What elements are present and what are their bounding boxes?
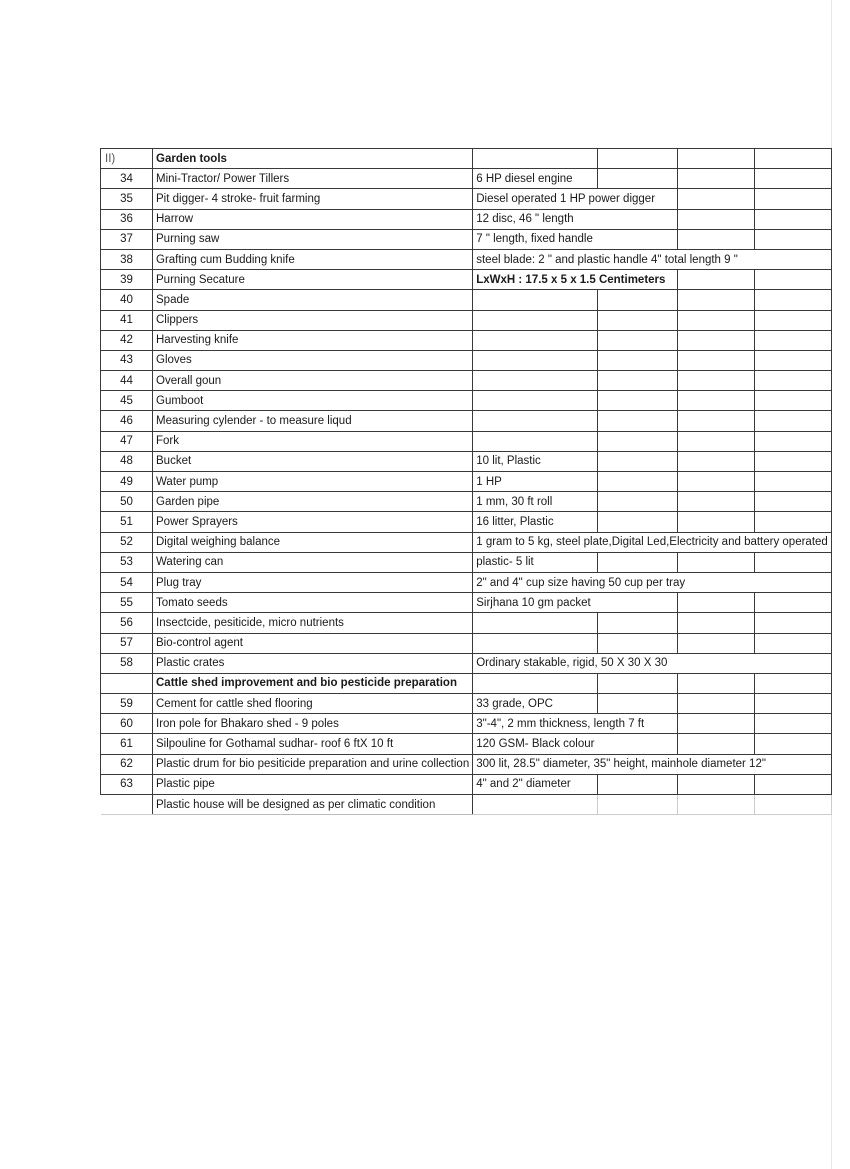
section-title: Cattle shed improvement and bio pesticide preparation bbox=[153, 673, 473, 693]
item-name: Purning Secature bbox=[153, 270, 473, 290]
item-specification: Diesel operated 1 HP power digger bbox=[473, 189, 677, 209]
row-number: 47 bbox=[101, 431, 153, 451]
table-row bbox=[101, 512, 832, 532]
row-number: 42 bbox=[101, 330, 153, 350]
row-number: 49 bbox=[101, 472, 153, 492]
row-number: 51 bbox=[101, 512, 153, 532]
item-specification bbox=[473, 371, 598, 391]
item-specification bbox=[473, 330, 598, 350]
row-number: 45 bbox=[101, 391, 153, 411]
item-specification bbox=[473, 633, 598, 653]
item-name: Plastic drum for bio pesiticide preparation and urine collection bbox=[153, 754, 473, 774]
item-name: Bucket bbox=[153, 451, 473, 471]
row-number: 36 bbox=[101, 209, 153, 229]
table-row bbox=[101, 249, 832, 269]
item-name: Gloves bbox=[153, 350, 473, 370]
item-specification bbox=[473, 391, 598, 411]
item-name: Purning saw bbox=[153, 229, 473, 249]
table-row bbox=[101, 613, 832, 633]
item-specification bbox=[473, 310, 598, 330]
table-row bbox=[101, 350, 832, 370]
table-row bbox=[101, 371, 832, 391]
row-number: 48 bbox=[101, 451, 153, 471]
table-row bbox=[101, 209, 832, 229]
item-specification: 33 grade, OPC bbox=[473, 694, 598, 714]
item-name: Iron pole for Bhakaro shed - 9 poles bbox=[153, 714, 473, 734]
row-number: 38 bbox=[101, 249, 153, 269]
row-number: 40 bbox=[101, 290, 153, 310]
table-row bbox=[101, 472, 832, 492]
row-number: 61 bbox=[101, 734, 153, 754]
item-name: Gumboot bbox=[153, 391, 473, 411]
section-header-cattle-shed bbox=[101, 673, 832, 693]
table-row bbox=[101, 734, 832, 754]
row-number: 54 bbox=[101, 572, 153, 592]
row-number: 34 bbox=[101, 169, 153, 189]
item-specification bbox=[473, 613, 598, 633]
item-specification: 6 HP diesel engine bbox=[473, 169, 598, 189]
row-number: 50 bbox=[101, 492, 153, 512]
section-label: II) bbox=[101, 149, 153, 169]
table-row bbox=[101, 774, 832, 794]
table-row bbox=[101, 593, 832, 613]
item-name: Digital weighing balance bbox=[153, 532, 473, 552]
table-row bbox=[101, 552, 832, 572]
item-name: Tomato seeds bbox=[153, 593, 473, 613]
table-row bbox=[101, 714, 832, 734]
note-text: Plastic house will be designed as per climatic condition bbox=[153, 795, 473, 815]
item-specification: 120 GSM- Black colour bbox=[473, 734, 677, 754]
item-specification: 16 litter, Plastic bbox=[473, 512, 598, 532]
item-name: Pit digger- 4 stroke- fruit farming bbox=[153, 189, 473, 209]
table-row bbox=[101, 572, 832, 592]
table-row bbox=[101, 492, 832, 512]
item-name: Insectcide, pesiticide, micro nutrients bbox=[153, 613, 473, 633]
row-number: 53 bbox=[101, 552, 153, 572]
item-name: Bio-control agent bbox=[153, 633, 473, 653]
row-number: 56 bbox=[101, 613, 153, 633]
item-name: Power Sprayers bbox=[153, 512, 473, 532]
item-specification: 10 lit, Plastic bbox=[473, 451, 598, 471]
table-row bbox=[101, 653, 832, 673]
garden-tools-table bbox=[100, 148, 832, 815]
item-name: Plug tray bbox=[153, 572, 473, 592]
table-row bbox=[101, 310, 832, 330]
row-number: 60 bbox=[101, 714, 153, 734]
item-specification bbox=[473, 350, 598, 370]
table-row bbox=[101, 169, 832, 189]
item-name: Silpouline for Gothamal sudhar- roof 6 ftX 10 ft bbox=[153, 734, 473, 754]
item-name: Cement for cattle shed flooring bbox=[153, 694, 473, 714]
row-number: 57 bbox=[101, 633, 153, 653]
item-specification bbox=[473, 290, 598, 310]
table-row bbox=[101, 270, 832, 290]
row-number: 39 bbox=[101, 270, 153, 290]
table-row bbox=[101, 694, 832, 714]
item-specification: 4" and 2" diameter bbox=[473, 774, 598, 794]
table-row bbox=[101, 229, 832, 249]
row-number: 59 bbox=[101, 694, 153, 714]
item-name: Garden pipe bbox=[153, 492, 473, 512]
item-name: Plastic pipe bbox=[153, 774, 473, 794]
table-row bbox=[101, 391, 832, 411]
row-number: 58 bbox=[101, 653, 153, 673]
item-specification bbox=[473, 411, 598, 431]
row-number: 43 bbox=[101, 350, 153, 370]
row-number: 62 bbox=[101, 754, 153, 774]
item-name: Watering can bbox=[153, 552, 473, 572]
item-name: Harvesting knife bbox=[153, 330, 473, 350]
item-specification: 7 " length, fixed handle bbox=[473, 229, 677, 249]
item-specification: Sirjhana 10 gm packet bbox=[473, 593, 677, 613]
section-title: Garden tools bbox=[153, 149, 473, 169]
row-number: 55 bbox=[101, 593, 153, 613]
row-number: 52 bbox=[101, 532, 153, 552]
item-specification: Ordinary stakable, rigid, 50 X 30 X 30 bbox=[473, 653, 832, 673]
table-row bbox=[101, 330, 832, 350]
item-specification: plastic- 5 lit bbox=[473, 552, 598, 572]
row-number: 63 bbox=[101, 774, 153, 794]
item-specification: steel blade: 2 " and plastic handle 4" total length 9 " bbox=[473, 249, 832, 269]
row-number: 44 bbox=[101, 371, 153, 391]
row-number: 35 bbox=[101, 189, 153, 209]
item-name: Harrow bbox=[153, 209, 473, 229]
item-specification: 12 disc, 46 " length bbox=[473, 209, 677, 229]
item-specification: 1 mm, 30 ft roll bbox=[473, 492, 598, 512]
row-number: 46 bbox=[101, 411, 153, 431]
table-row bbox=[101, 754, 832, 774]
item-specification: 2" and 4" cup size having 50 cup per tray bbox=[473, 572, 832, 592]
item-specification: 300 lit, 28.5" diameter, 35" height, mainhole diameter 12" bbox=[473, 754, 832, 774]
table-row bbox=[101, 633, 832, 653]
table-row bbox=[101, 532, 832, 552]
table-row bbox=[101, 189, 832, 209]
item-name: Water pump bbox=[153, 472, 473, 492]
item-name: Spade bbox=[153, 290, 473, 310]
item-name: Mini-Tractor/ Power Tillers bbox=[153, 169, 473, 189]
item-specification: 1 HP bbox=[473, 472, 598, 492]
item-name: Overall goun bbox=[153, 371, 473, 391]
table-row bbox=[101, 290, 832, 310]
table-row bbox=[101, 431, 832, 451]
item-name: Fork bbox=[153, 431, 473, 451]
table-row bbox=[101, 451, 832, 471]
item-name: Plastic crates bbox=[153, 653, 473, 673]
table-row bbox=[101, 411, 832, 431]
item-specification: 1 gram to 5 kg, steel plate,Digital Led,Electricity and battery operated bbox=[473, 532, 832, 552]
item-specification bbox=[473, 431, 598, 451]
item-specification: LxWxH : 17.5 x 5 x 1.5 Centimeters bbox=[473, 270, 677, 290]
section-header-garden-tools bbox=[101, 149, 832, 169]
row-number: 37 bbox=[101, 229, 153, 249]
item-name: Measuring cylender - to measure liqud bbox=[153, 411, 473, 431]
item-name: Clippers bbox=[153, 310, 473, 330]
item-name: Grafting cum Budding knife bbox=[153, 249, 473, 269]
item-specification: 3"-4", 2 mm thickness, length 7 ft bbox=[473, 714, 677, 734]
table-row-note bbox=[101, 795, 832, 815]
row-number: 41 bbox=[101, 310, 153, 330]
